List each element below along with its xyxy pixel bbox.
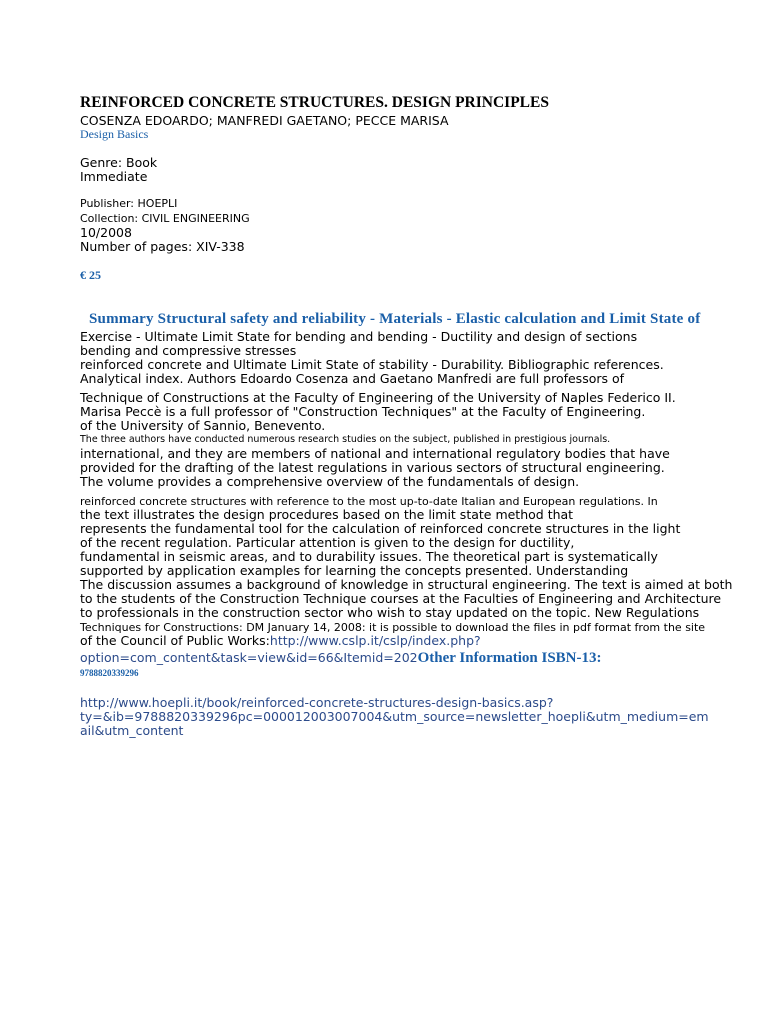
summary-line: The discussion assumes a background of knowledge in structural engineering. The text is aimed at both	[80, 577, 733, 592]
isbn-number: 9788820339296	[80, 668, 139, 678]
summary-line: Exercise - Ultimate Limit State for bending and bending - Ductility and design of sections	[80, 329, 638, 344]
hoepli-link[interactable]: http://www.hoepli.it/book/reinforced-concrete-structures-design-basics.asp?	[80, 695, 554, 710]
summary-line: to professionals in the construction sector who wish to stay updated on the topic. New Regulations	[80, 605, 700, 620]
summary-line: reinforced concrete structures with reference to the most up-to-date Italian and European regulations. In	[80, 495, 658, 508]
cslp-link-continued[interactable]: option=com_content&task=view&id=66&Itemid=202	[80, 650, 418, 665]
summary-line: to the students of the Construction Technique courses at the Faculties of Engineering and Architecture	[80, 591, 722, 606]
summary-line: The three authors have conducted numerous research studies on the subject, published in prestigious journals.	[80, 434, 611, 445]
publication-date: 10/2008	[80, 225, 132, 240]
summary-line: international, and they are members of national and international regulatory bodies that have	[80, 446, 670, 461]
hoepli-link-end[interactable]: ail&utm_content	[80, 723, 184, 738]
publisher-text: Publisher: HOEPLI	[80, 197, 178, 210]
council-line	[80, 634, 481, 648]
series-name: Design Basics	[80, 127, 149, 141]
page-count: Number of pages: XIV-338	[80, 239, 245, 254]
other-info-heading: Other Information ISBN-13:	[417, 650, 602, 666]
summary-line: Analytical index. Authors Edoardo Cosenza and Gaetano Manfredi are full professors of	[80, 371, 625, 386]
summary-line: supported by application examples for learning the concepts presented. Understanding	[80, 563, 629, 578]
summary-line: provided for the drafting of the latest regulations in various sectors of structural engineering.	[80, 460, 665, 475]
summary-line: bending and compressive stresses	[80, 343, 297, 358]
price-text: € 25	[80, 268, 101, 282]
summary-heading: Summary Structural safety and reliability - Materials - Elastic calculation and Limit State of	[89, 311, 701, 327]
book-title: REINFORCED CONCRETE STRUCTURES. DESIGN PRINCIPLES	[80, 94, 549, 111]
cslp-link[interactable]: http://www.cslp.it/cslp/index.php?	[269, 633, 481, 648]
summary-line: of the recent regulation. Particular attention is given to the design for ductility,	[80, 535, 575, 550]
summary-line: The volume provides a comprehensive overview of the fundamentals of design.	[80, 474, 580, 489]
availability-text: Immediate	[80, 169, 148, 184]
summary-line: represents the fundamental tool for the calculation of reinforced concrete structures in the light	[80, 521, 681, 536]
collection-text: Collection: CIVIL ENGINEERING	[80, 212, 250, 225]
cslp-link-line	[80, 651, 602, 665]
council-prefix: of the Council of Public Works:	[80, 633, 270, 648]
summary-line: Marisa Peccè is a full professor of "Construction Techniques" at the Faculty of Engineering.	[80, 404, 646, 419]
hoepli-link-continued[interactable]: ty=&ib=9788820339296pc=000012003007004&utm_source=newsletter_hoepli&utm_medium=em	[80, 709, 709, 724]
summary-line: Technique of Constructions at the Faculty of Engineering of the University of Naples Federico II.	[80, 390, 676, 405]
summary-line: reinforced concrete and Ultimate Limit State of stability - Durability. Bibliographic references.	[80, 357, 664, 372]
book-authors: COSENZA EDOARDO; MANFREDI GAETANO; PECCE MARISA	[80, 113, 449, 128]
summary-line: Techniques for Constructions: DM January 14, 2008: it is possible to download the files in pdf format from the site	[80, 621, 706, 634]
summary-line: the text illustrates the design procedures based on the limit state method that	[80, 507, 574, 522]
summary-line: fundamental in seismic areas, and to durability issues. The theoretical part is systematically	[80, 549, 658, 564]
genre-text: Genre: Book	[80, 155, 158, 170]
summary-line: of the University of Sannio, Benevento.	[80, 418, 326, 433]
